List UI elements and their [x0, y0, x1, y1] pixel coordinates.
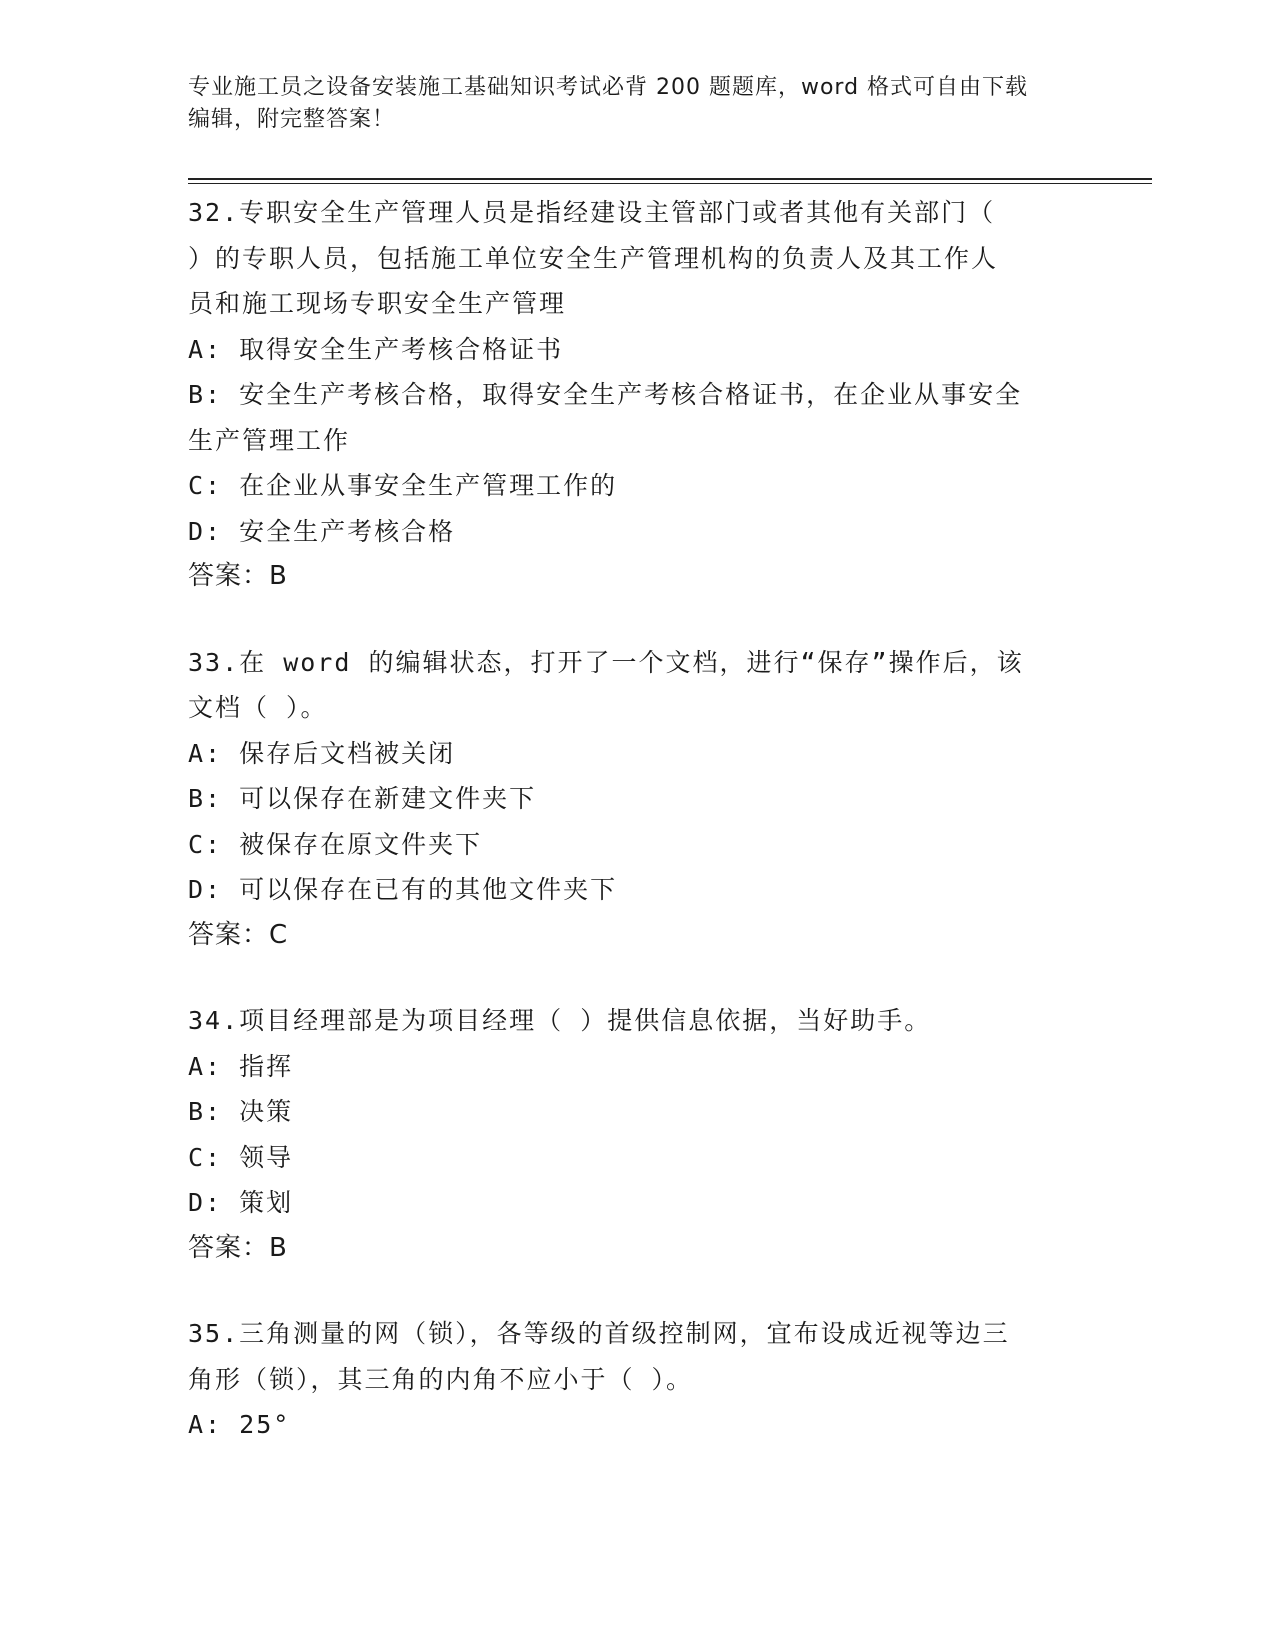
option-a: A: 25°: [188, 1410, 291, 1439]
question-stem-line: 角形（锁），其三角的内角不应小于（ ）。: [188, 1364, 694, 1394]
question-stem-line: 34.项目经理部是为项目经理（ ）提供信息依据，当好助手。: [188, 1006, 932, 1035]
option-a: A: 指挥: [188, 1051, 294, 1081]
header-rule-thin: [188, 183, 1152, 184]
question-stem-line: 32.专职安全生产管理人员是指经建设主管部门或者其他有关部门（: [188, 198, 996, 227]
question-stem-line: 文档（ ）。: [188, 693, 328, 722]
option-d: D: 策划: [188, 1188, 294, 1217]
answer-label: 答案：B: [188, 561, 288, 591]
option-a: A: 取得安全生产考核合格证书: [188, 334, 564, 364]
question-stem-line: 35.三角测量的网（锁），各等级的首级控制网，宜布设成近视等边三: [188, 1319, 1010, 1348]
question-stem-line: ）的专职人员，包括施工单位安全生产管理机构的负责人及其工作人: [188, 243, 999, 273]
option-c: C: 被保存在原文件夹下: [188, 829, 483, 859]
option-a: A: 保存后文档被关闭: [188, 738, 456, 768]
question-32: [188, 190, 1088, 600]
option-d: D: 安全生产考核合格: [188, 516, 456, 546]
question-34: [188, 998, 1088, 1271]
document-header: [188, 72, 1068, 136]
option-c: C: 领导: [188, 1142, 294, 1172]
header-rule: [188, 178, 1152, 180]
question-stem-line: 33.在 word 的编辑状态，打开了一个文档，进行“保存”操作后，该: [188, 647, 1024, 677]
option-b: B: 安全生产考核合格，取得安全生产考核合格证书，在企业从事安全: [188, 380, 1023, 409]
option-b: B: 决策: [188, 1097, 294, 1126]
option-d: D: 可以保存在已有的其他文件夹下: [188, 875, 618, 904]
question-33: [188, 640, 1088, 959]
answer-label: 答案：C: [188, 919, 289, 950]
header-title-line-1: 专业施工员之设备安装施工基础知识考试必背 200 题题库，word 格式可自由下载: [188, 75, 1029, 100]
option-c: C: 在企业从事安全生产管理工作的: [188, 471, 618, 500]
question-stem-line: 员和施工现场专职安全生产管理: [188, 289, 567, 318]
option-b: B: 可以保存在新建文件夹下: [188, 784, 537, 813]
answer-label: 答案：B: [188, 1232, 288, 1263]
header-title-line-2: 编辑，附完整答案！: [188, 107, 396, 132]
question-list: [188, 190, 1088, 1488]
option-b-continued: 生产管理工作: [188, 425, 351, 455]
question-35: [188, 1311, 1088, 1448]
